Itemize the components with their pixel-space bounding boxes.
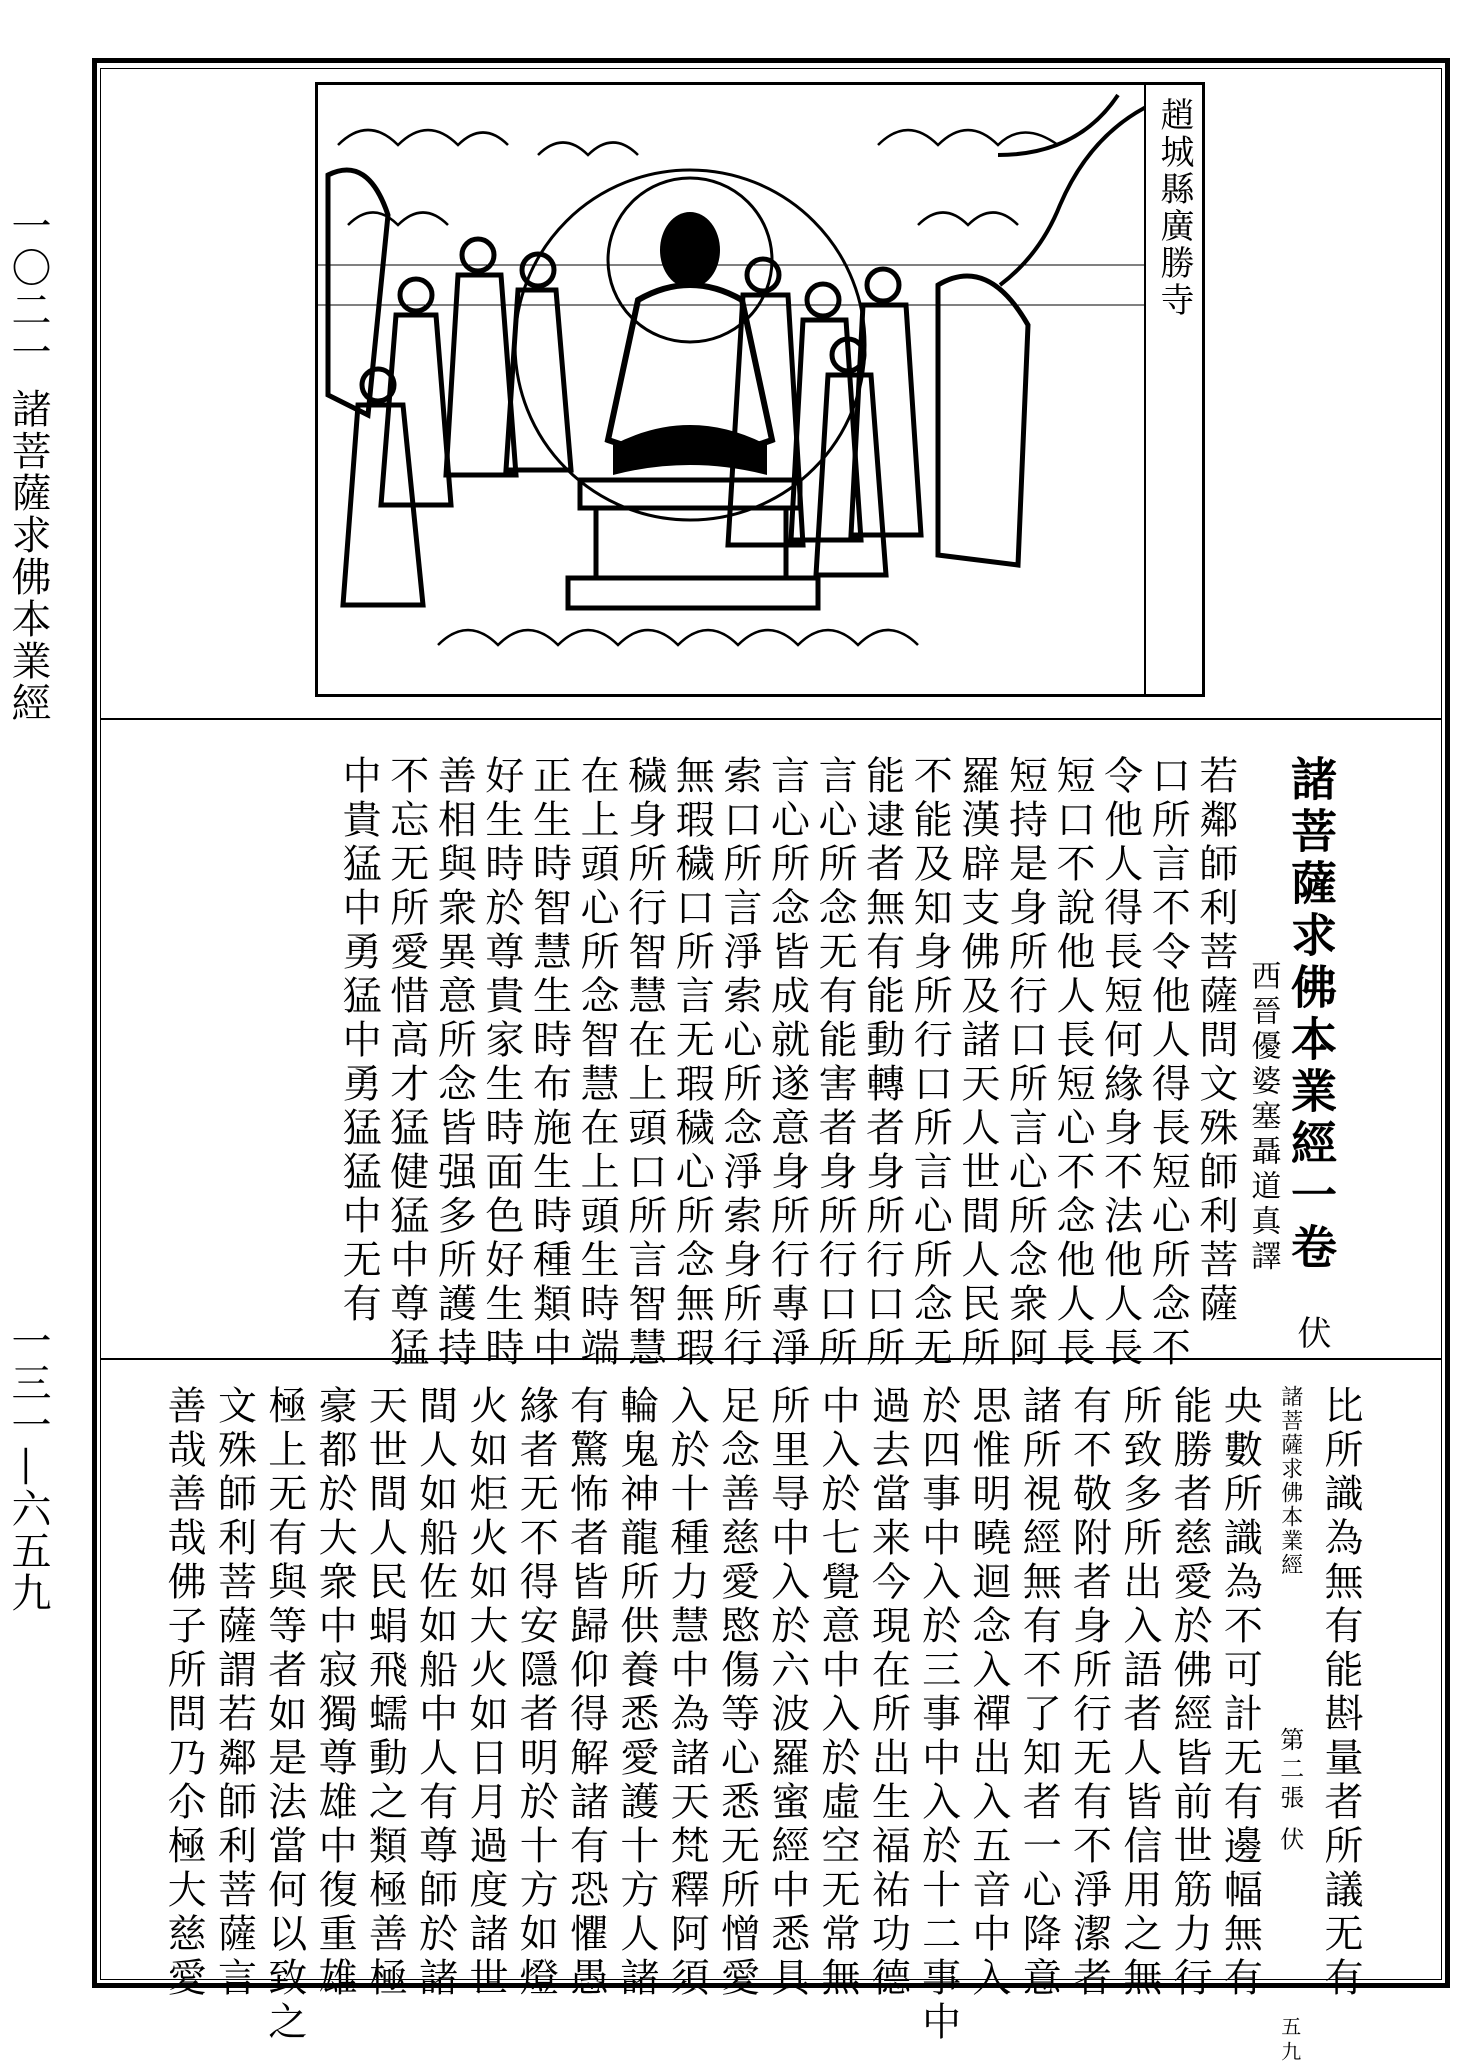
text-column: 中貴猛中勇猛中勇猛猛中无有 xyxy=(336,755,382,1327)
text-column: 於四事中入於三事中入於十二事中 xyxy=(915,1385,961,2045)
text-column: 能勝者慈愛於佛經皆前世筋力行 xyxy=(1167,1385,1213,2001)
text-column: 有不敬附者身所行无有不淨潔者 xyxy=(1066,1385,1112,2001)
text-column: 索口所言淨索心所念淨索身所行 xyxy=(716,755,762,1371)
text-column: 諸所視經無有不了知者一心降意 xyxy=(1016,1385,1062,2001)
text-column: 輪鬼神龍所供養悉愛護十方人諸 xyxy=(613,1385,659,2001)
text-column: 短持是身所行口所言心所念衆阿 xyxy=(1002,755,1048,1371)
running-title: 諸菩薩求佛本業經 xyxy=(1277,1385,1303,1577)
text-column: 所致多所出入語者人皆信用之無 xyxy=(1116,1385,1162,2001)
text-column: 過去當来今現在所出生福祐功德 xyxy=(865,1385,911,2001)
text-column: 羅漢辟支佛及諸天人世間人民所 xyxy=(954,755,1000,1371)
text-column: 穢身所行智慧在上頭口所言智慧 xyxy=(621,755,667,1371)
text-column: 短口不說他人長短心不念他人長 xyxy=(1050,755,1096,1371)
page-mark: 五九 xyxy=(1277,2015,1302,2066)
sutra-title: 諸菩薩求佛本業經一卷 xyxy=(1284,755,1338,1275)
text-column: 火如炬火如大火如日月過度諸世 xyxy=(462,1385,508,2001)
frontispiece-illustration xyxy=(315,82,1205,697)
text-column: 足念善慈愛愍傷等心悉无所憎愛 xyxy=(714,1385,760,2001)
text-column: 善哉善哉佛子所問乃尒極大慈愛 xyxy=(161,1385,207,2001)
buddha-assembly-woodcut xyxy=(318,85,1150,694)
text-column: 不忘无所愛惜高才猛健猛中尊猛 xyxy=(383,755,429,1371)
title-tail-mark: 伏 xyxy=(1291,1315,1331,1354)
text-column: 口所言不令他人得長短心所念不 xyxy=(1145,755,1191,1371)
sutra-opening-text xyxy=(215,755,1338,1371)
text-column: 豪都於大衆中寂獨尊雄中復重雄 xyxy=(312,1385,358,2001)
text-column: 極上无有與等者如是法當何以致之 xyxy=(261,1385,307,2045)
text-column: 正生時智慧生時布施生時種類中 xyxy=(526,755,572,1371)
volume-title-label: 一〇二一 諸菩薩求佛本業經 xyxy=(5,205,51,724)
text-column: 文殊師利菩薩謂若鄰師利菩薩言 xyxy=(211,1385,257,2001)
temple-caption: 趙城縣廣勝寺 xyxy=(1154,97,1194,319)
text-column: 有驚怖者皆歸仰得解諸有恐懼愚 xyxy=(563,1385,609,2001)
text-column: 入於十種力慧中為諸天梵釋阿須 xyxy=(664,1385,710,2001)
text-column: 緣者无不得安隱者明於十方如燈 xyxy=(513,1385,559,2001)
text-column: 比所識為無有能斟量者所議无有 xyxy=(1318,1385,1363,2001)
text-column: 言心所念无有能害者身所行口所 xyxy=(812,755,858,1371)
translator-line: 西晉優婆塞聶道真譯 xyxy=(1245,960,1281,1275)
page-number-label: 一三一—六五九 xyxy=(5,1320,51,1614)
text-column: 若鄰師利菩薩問文殊師利菩薩 xyxy=(1192,755,1238,1327)
text-column: 不能及知身所行口所言心所念无 xyxy=(907,755,953,1371)
text-column: 令他人得長短何緣身不法他人長 xyxy=(1097,755,1143,1371)
text-column: 間人如船佐如船中人有尊師於諸 xyxy=(412,1385,458,2001)
sheet-number: 第二張 伏 xyxy=(1275,1727,1304,1856)
text-column: 天世間人民蜎飛蠕動之類極善極 xyxy=(362,1385,408,2001)
text-column: 好生時於尊貴家生時面色好生時 xyxy=(478,755,524,1371)
text-column: 中入於七覺意中入於虛空无常無 xyxy=(815,1385,861,2001)
sutra-continuation-text xyxy=(161,1385,1365,2066)
text-column: 能逮者無有能動轉者身所行口所 xyxy=(859,755,905,1371)
text-column: 央數所識為不可計无有邊幅無有 xyxy=(1217,1385,1263,2001)
text-column: 所里㝵中入於六波羅蜜經中悉具 xyxy=(764,1385,810,2001)
section-divider-top xyxy=(100,718,1442,720)
text-column: 思惟明曉迴念入禪出入五音中入 xyxy=(965,1385,1011,2001)
text-column: 在上頭心所念智慧在上頭生時端 xyxy=(574,755,620,1371)
text-column: 善相與衆異意所念皆强多所護持 xyxy=(431,755,477,1371)
text-column: 言心所念皆成就遂意身所行專淨 xyxy=(764,755,810,1371)
illustration-caption-box xyxy=(1144,85,1202,694)
text-column: 無瑕穢口所言无瑕穢心所念無瑕 xyxy=(669,755,715,1371)
